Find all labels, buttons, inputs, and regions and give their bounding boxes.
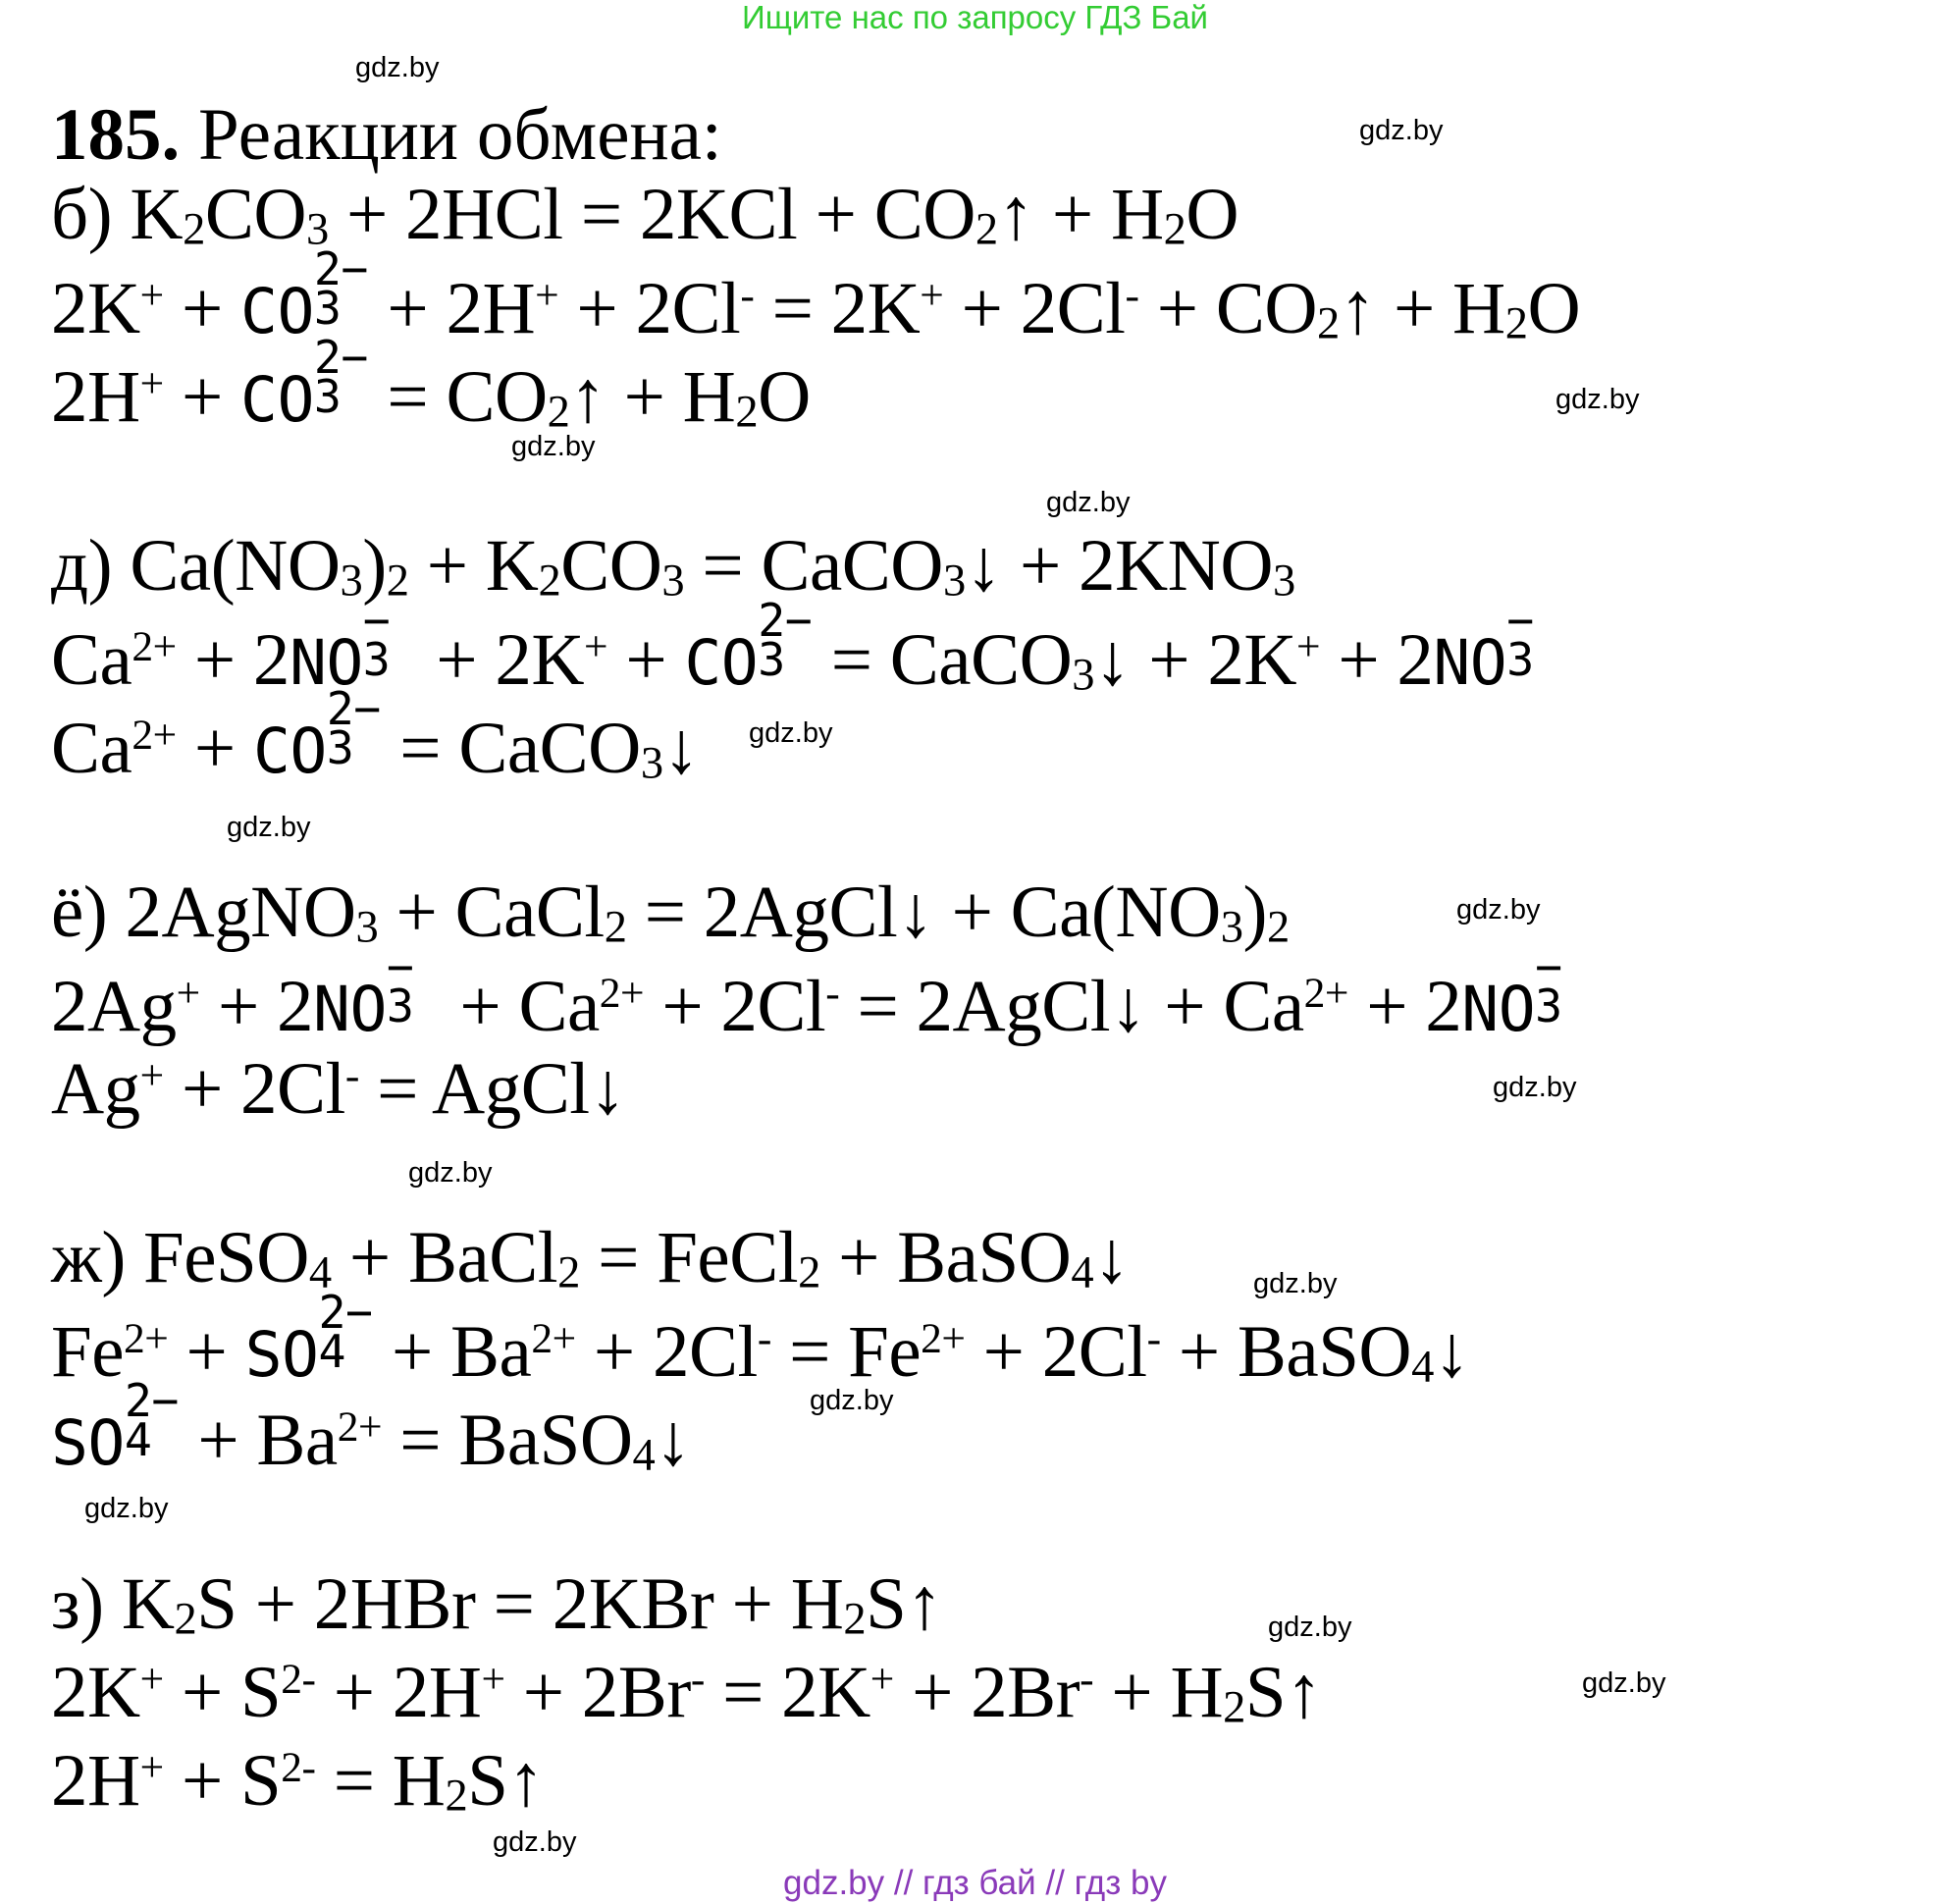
equation-b-short-ionic: 2H+ + CO 2− 3 = $CO_2↑ + H_2O$ (51, 330, 811, 438)
exercise-title (51, 91, 722, 180)
watermark: gdz.by (511, 431, 596, 462)
equation-zh-full-ionic: $Fe^{2+}$ + SO 2− 4 + $Ba^{2+} + 2Cl^- = Fe^{2+} + 2Cl^-$ + BaSO$_4$↓ (51, 1285, 1470, 1393)
equation-zh-molecular: ж) FeSO$_4$ + BaCl$_2$ = FeCl$_2$ + BaSO$_4$↓ (51, 1217, 1131, 1298)
footer-links: gdz.by // гдз бай // гдз by (783, 1864, 1167, 1902)
watermark: gdz.by (493, 1826, 577, 1858)
watermark: gdz.by (355, 52, 440, 83)
search-banner: Ищите нас по запросу ГДЗ Бай (742, 0, 1208, 35)
watermark: gdz.by (1359, 115, 1444, 146)
watermark: gdz.by (408, 1157, 493, 1189)
equation-z-full-ionic: $2K^+ + S^{2-} + 2H^+ + 2Br^- = 2K^+ + 2Br^-$ + $H_2S↑$ (51, 1652, 1323, 1733)
equation-b-molecular: б) $K_2CO_3 + 2HCl = 2KCl$ + $CO_2↑ + H_2O$ (51, 174, 1239, 255)
watermark: gdz.by (1555, 384, 1640, 415)
exercise-heading: Реакции обмена: (180, 94, 722, 176)
watermark: gdz.by (1582, 1667, 1666, 1699)
watermark: gdz.by (84, 1493, 169, 1524)
watermark: gdz.by (1493, 1072, 1577, 1103)
watermark: gdz.by (227, 812, 311, 843)
equation-yo-full-ionic: 2Ag+ + 2NO − 3 + $Ca^{2+} + 2Cl^-$ = 2AgCl↓ + $Ca^{2+} + 2NO$ − 3 (51, 939, 1562, 1047)
exercise-number: 185. (51, 94, 181, 176)
equation-z-short-ionic: $2H^+ + S^{2-}$ = $H_2S↑$ (51, 1740, 545, 1822)
watermark: gdz.by (749, 717, 833, 749)
equation-d-full-ionic: $Ca^{2+} + 2NO$ − 3 + 2K+ + CO 2− 3 = CaCO$_3$↓ + 2K+ + 2NO − 3 (51, 593, 1534, 701)
watermark: gdz.by (1253, 1268, 1338, 1299)
watermark: gdz.by (1456, 894, 1541, 926)
equation-d-short-ionic: $Ca^{2+}$ + CO 2− 3 = CaCO$_3$↓ (51, 681, 700, 789)
equation-zh-short-ionic: SO 2− 4 + $Ba^{2+}$ = BaSO$_4$↓ (51, 1373, 692, 1481)
equation-yo-molecular: ё) 2AgNO$_3$ + CaCl$_2$ = 2AgCl↓ + $Ca(NO_3)_2$ (51, 872, 1290, 953)
watermark: gdz.by (810, 1385, 894, 1416)
equation-d-molecular: д) $Ca(NO_3)_2 + K_2CO_3$ = CaCO$_3$↓ + $2KNO_3$ (51, 525, 1295, 607)
watermark: gdz.by (1046, 487, 1131, 518)
watermark: gdz.by (1268, 1612, 1352, 1643)
equation-b-full-ionic: 2K+ + CO 2− 3 + $2H^+ + 2Cl^- = 2K^+ + 2Cl^- + CO_2↑ + H_2O$ (51, 241, 1581, 349)
equation-yo-short-ionic: Ag+ + 2Cl- = AgCl↓ (51, 1048, 626, 1130)
equation-z-molecular: з) $K_2S + 2HBr = 2KBr$ + $H_2S↑$ (51, 1563, 943, 1645)
